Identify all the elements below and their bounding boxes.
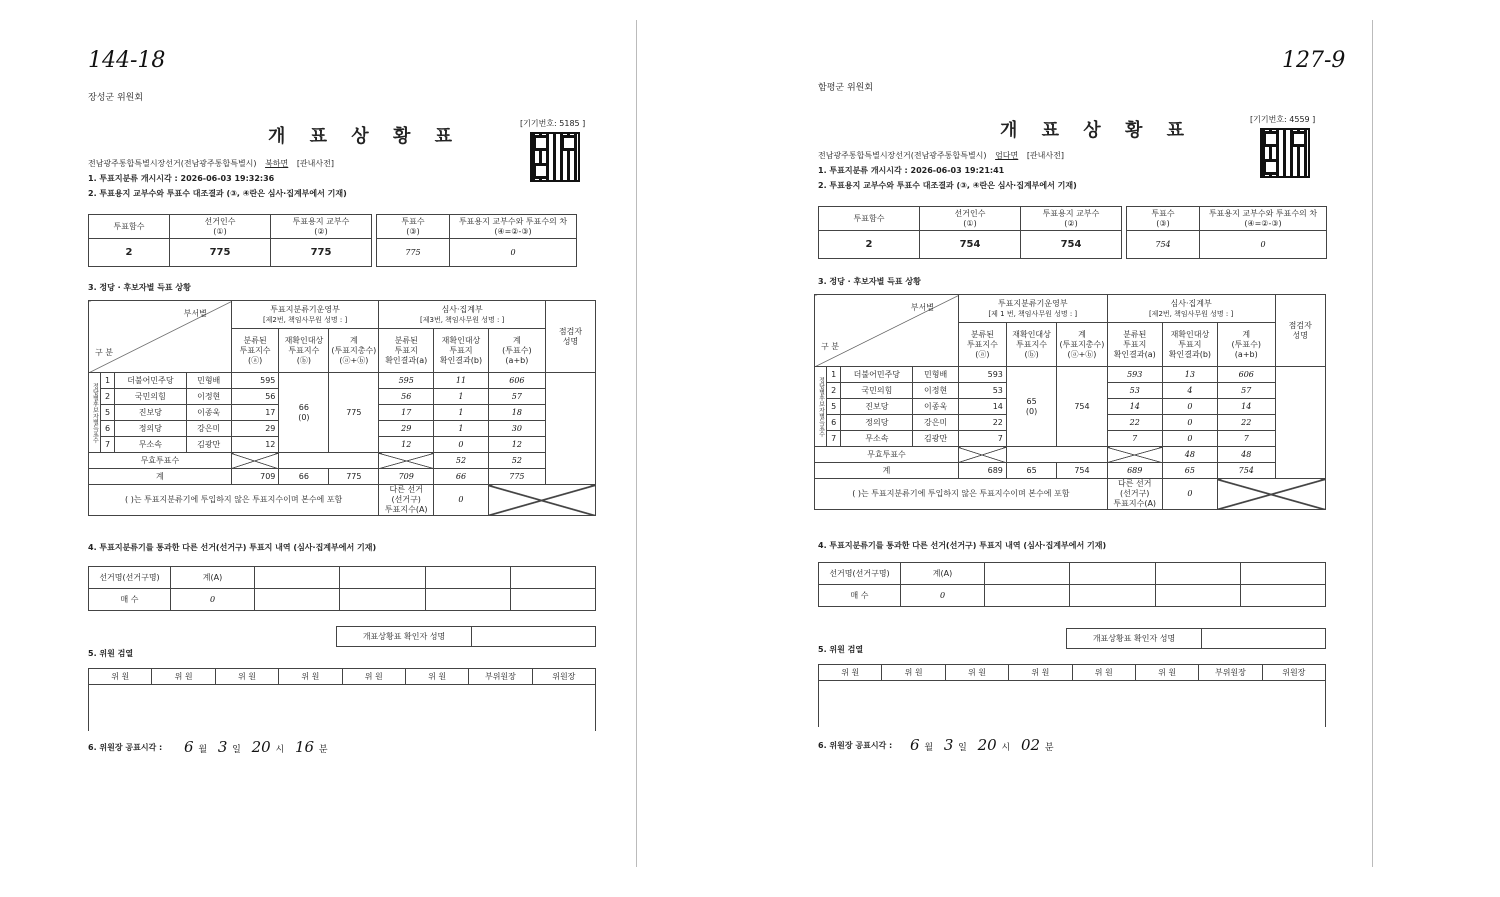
invalid-label: 무효투표수 [815, 447, 959, 463]
crossed-cell [379, 453, 434, 469]
summary-value: 2 [89, 239, 170, 267]
member-header: 위원장 [532, 669, 595, 685]
review-total: 18 [488, 405, 545, 421]
election-line [88, 158, 334, 169]
sub-header: 계 (투표수) (a+b) [488, 329, 545, 373]
candidate-number: 5 [826, 399, 840, 415]
announce-month: 6 [910, 736, 920, 754]
election-name: 전남광주통합특별시장선거(전남광주통합특별시) [818, 151, 987, 160]
announce-hour-unit: 시 [1001, 743, 1011, 753]
member-sign-cell [215, 685, 278, 731]
other-election-value: 0 [1162, 479, 1217, 510]
review-total: 14 [1217, 399, 1275, 415]
summary-header: 선거인수 (①) [920, 207, 1021, 231]
candidate-name: 이종욱 [186, 405, 231, 421]
announce-day: 3 [943, 736, 954, 754]
section-6-heading: 6. 위원장 공표시각 : [818, 741, 893, 750]
confirmer-sign-label: 개표상황표 확인자 성명 [337, 627, 472, 647]
crossed-cell [1107, 447, 1162, 463]
crossed-cell [488, 485, 595, 516]
checker-sign-cell [545, 373, 595, 485]
candidate-name: 민형배 [186, 373, 231, 389]
confirmer-sign-table [336, 626, 596, 647]
announce-month-unit: 월 [924, 743, 934, 753]
announce-time [910, 736, 1054, 754]
candidate-row [89, 373, 596, 389]
review-recheck: 1 [434, 405, 489, 421]
form-title: 개 표 상 황 표 [1000, 120, 1194, 141]
total-review-recheck: 66 [434, 469, 489, 485]
checker-sign-cell [1275, 367, 1325, 479]
classifier-total: 754 [1057, 367, 1107, 447]
candidate-number: 1 [826, 367, 840, 383]
total-review-all: 754 [1217, 463, 1275, 479]
candidate-name: 김광만 [186, 437, 231, 453]
member-sign-cell [945, 681, 1008, 727]
other-election-value: 0 [434, 485, 489, 516]
total-review-all: 775 [488, 469, 545, 485]
tally-sheet-left [0, 0, 640, 897]
candidate-name: 김광만 [913, 431, 959, 447]
review-total: 57 [1217, 383, 1275, 399]
invalid-total: 52 [488, 453, 545, 469]
side-label: 정당별후보자별득표수 [815, 367, 827, 447]
announce-month-unit: 월 [198, 745, 208, 755]
total-all: 775 [329, 469, 379, 485]
member-header: 부위원장 [1199, 665, 1262, 681]
summary-value: 775 [271, 239, 372, 267]
compare-line: 2. 투표용지 교부수와 투표수 대조결과 (③, ④란은 심사·집계부에서 기재) [88, 189, 347, 198]
note: ( )는 투표지분류기에 투입하지 않은 투표지수이며 본수에 포함 [89, 485, 379, 516]
count-value: 0 [901, 585, 985, 607]
sum-label: 계(A) [901, 563, 985, 585]
candidate-name: 이정현 [913, 383, 959, 399]
total-recheck: 66 [279, 469, 329, 485]
member-sign-cell [405, 685, 468, 731]
review-recheck: 4 [1162, 383, 1217, 399]
candidate-number: 1 [100, 373, 114, 389]
crossed-cell [958, 447, 1006, 463]
dept-label: 부서별 [183, 309, 207, 318]
sub-header: 재확인대상 투표지수 (ⓑ) [1006, 323, 1056, 367]
count-value: 0 [171, 589, 255, 611]
party-name: 더불어민주당 [841, 367, 913, 383]
review-sub: [제3번, 책임사무원 성명 : ] [420, 315, 505, 324]
invalid-recheck: 48 [1162, 447, 1217, 463]
dept-label: 부서별 [910, 303, 934, 312]
announce-minute-unit: 분 [1044, 743, 1054, 753]
review-title: 심사·집계부 [441, 304, 483, 314]
party-name: 진보당 [115, 405, 186, 421]
total-classified: 689 [958, 463, 1006, 479]
summary-value: 2 [819, 231, 920, 259]
review-recheck: 1 [434, 389, 489, 405]
sub-header: 분류된 투표지 확인결과(a) [379, 329, 434, 373]
candidate-number: 2 [100, 389, 114, 405]
classified-count: 7 [958, 431, 1006, 447]
classifier-dept-header [958, 295, 1107, 323]
tally-sheet-right [760, 0, 1500, 897]
review-total: 606 [1217, 367, 1275, 383]
crossed-cell [1217, 479, 1325, 510]
candidate-name: 이정현 [186, 389, 231, 405]
member-sign-cell [342, 685, 405, 731]
start-time-line: 1. 투표지분류 개시시각 : 2026-06-03 19:21:41 [818, 166, 1005, 175]
member-header: 위 원 [1009, 665, 1072, 681]
classified-count: 56 [231, 389, 279, 405]
vote-table [814, 294, 1326, 510]
start-time-line: 1. 투표지분류 개시시각 : 2026-06-03 19:32:36 [88, 174, 275, 183]
member-header: 위 원 [342, 669, 405, 685]
confirmer-sign-field [1202, 629, 1326, 649]
member-grid [88, 668, 596, 731]
device-number: [기기번호: 4559 ] [1250, 115, 1316, 124]
review-total: 57 [488, 389, 545, 405]
summary-header: 투표함수 [819, 207, 920, 231]
member-header: 위 원 [882, 665, 945, 681]
district-name: 엄다면 [995, 151, 1019, 160]
district-tag: [관내사전] [1026, 151, 1064, 160]
total-classified: 709 [231, 469, 279, 485]
review-classified: 29 [379, 421, 434, 437]
review-sub: [제2번, 책임사무원 성명 : ] [1148, 309, 1234, 318]
committee-name: 함평군 위원회 [818, 83, 874, 93]
party-name: 더불어민주당 [115, 373, 186, 389]
confirmer-sign-table [1066, 628, 1326, 649]
summary-value: 754 [920, 231, 1021, 259]
review-recheck: 0 [1162, 431, 1217, 447]
other-election-grid [818, 562, 1326, 607]
member-sign-cell [1199, 681, 1262, 727]
summary-header: 투표용지 교부수와 투표수의 차 (④=②-③) [450, 215, 577, 239]
review-recheck: 0 [434, 437, 489, 453]
sub-header: 재확인대상 투표지 확인결과(b) [1162, 323, 1217, 367]
candidate-number: 6 [826, 415, 840, 431]
total-review-recheck: 65 [1162, 463, 1217, 479]
section-4-heading: 4. 투표지분류기를 통과한 다른 선거(선거구) 투표지 내역 (심사·집계부에서 기재) [818, 541, 1107, 550]
sum-label: 계(A) [171, 567, 255, 589]
review-classified: 22 [1107, 415, 1162, 431]
classifier-dept-header [231, 301, 379, 329]
classified-count: 22 [958, 415, 1006, 431]
member-header: 위 원 [215, 669, 278, 685]
vote-table [88, 300, 596, 516]
party-name: 국민의힘 [841, 383, 913, 399]
invalid-label: 무효투표수 [89, 453, 232, 469]
summary-left [818, 206, 1122, 259]
announce-minute: 16 [294, 738, 315, 756]
member-sign-cell [1262, 681, 1325, 727]
candidate-number: 2 [826, 383, 840, 399]
gubun-label: 구 분 [821, 342, 839, 351]
gubun-label: 구 분 [95, 348, 113, 357]
sub-header: 계 (투표지총수) (ⓐ+ⓑ) [329, 329, 379, 373]
election-name-label: 선거명(선거구명) [89, 567, 171, 589]
summary-right [1126, 206, 1327, 259]
election-line [818, 150, 1064, 161]
announce-hour: 20 [977, 736, 997, 754]
district-tag: [관내사전] [296, 159, 334, 168]
review-recheck: 0 [1162, 399, 1217, 415]
review-recheck: 11 [434, 373, 489, 389]
announce-time [184, 738, 328, 756]
confirmer-sign-field [472, 627, 596, 647]
sub-header: 분류된 투표지수 (ⓐ) [231, 329, 279, 373]
member-sign-cell [152, 685, 215, 731]
recheck-total: 66 (0) [279, 373, 329, 453]
sub-header: 계 (투표지총수) (ⓐ+ⓑ) [1057, 323, 1107, 367]
review-recheck: 0 [1162, 415, 1217, 431]
party-name: 국민의힘 [115, 389, 186, 405]
checker-header: 점검자 성명 [1275, 295, 1325, 367]
member-header: 위 원 [405, 669, 468, 685]
review-total: 12 [488, 437, 545, 453]
side-label: 정당별후보자별득표수 [89, 373, 101, 453]
party-name: 무소속 [841, 431, 913, 447]
summary-header: 투표용지 교부수 (②) [1021, 207, 1122, 231]
member-sign-cell [1072, 681, 1135, 727]
party-name: 정의당 [115, 421, 186, 437]
note: ( )는 투표지분류기에 투입하지 않은 투표지수이며 본수에 포함 [815, 479, 1108, 510]
announce-hour: 20 [251, 738, 271, 756]
party-name: 진보당 [841, 399, 913, 415]
candidate-number: 5 [100, 405, 114, 421]
candidate-name: 강은미 [913, 415, 959, 431]
member-grid [818, 664, 1326, 727]
summary-handwritten-value: 0 [1200, 231, 1327, 259]
sub-header: 재확인대상 투표지 확인결과(b) [434, 329, 489, 373]
sub-header: 분류된 투표지수 (ⓐ) [958, 323, 1006, 367]
candidate-name: 민형배 [913, 367, 959, 383]
member-header: 위 원 [152, 669, 215, 685]
crossed-cell [231, 453, 279, 469]
review-classified: 593 [1107, 367, 1162, 383]
compare-line: 2. 투표용지 교부수와 투표수 대조결과 (③, ④란은 심사·집계부에서 기재) [818, 181, 1077, 190]
classified-count: 14 [958, 399, 1006, 415]
announce-month: 6 [184, 738, 194, 756]
review-dept-header [1107, 295, 1275, 323]
member-sign-cell [819, 681, 882, 727]
announce-hour-unit: 시 [275, 745, 285, 755]
member-sign-cell [532, 685, 595, 731]
member-sign-cell [1135, 681, 1198, 727]
member-header: 위 원 [1135, 665, 1198, 681]
qr-code [530, 132, 580, 182]
classifier-total: 775 [329, 373, 379, 453]
count-label: 매 수 [819, 585, 901, 607]
total-label: 계 [815, 463, 959, 479]
classified-count: 595 [231, 373, 279, 389]
summary-header: 투표함수 [89, 215, 170, 239]
summary-header: 투표수 (③) [1127, 207, 1200, 231]
classified-count: 17 [231, 405, 279, 421]
section-4-heading: 4. 투표지분류기를 통과한 다른 선거(선거구) 투표지 내역 (심사·집계부에서 기재) [88, 543, 377, 552]
review-total: 22 [1217, 415, 1275, 431]
device-number: [기기번호: 5185 ] [520, 119, 586, 128]
summary-header: 선거인수 (①) [170, 215, 271, 239]
summary-value: 754 [1021, 231, 1122, 259]
member-header: 위 원 [279, 669, 342, 685]
classifier-title: 투표지분류기운영부 [270, 304, 340, 314]
review-total: 606 [488, 373, 545, 389]
review-title: 심사·집계부 [1170, 298, 1212, 308]
section-5-heading: 5. 위원 검열 [88, 649, 134, 658]
summary-handwritten-value: 775 [377, 239, 450, 267]
member-sign-cell [882, 681, 945, 727]
checker-header: 점검자 성명 [545, 301, 595, 373]
summary-header: 투표용지 교부수와 투표수의 차 (④=②-③) [1200, 207, 1327, 231]
member-sign-cell [1009, 681, 1072, 727]
announce-day: 3 [217, 738, 228, 756]
candidate-name: 강은미 [186, 421, 231, 437]
announce-day-unit: 일 [232, 745, 241, 755]
committee-name: 장성군 위원회 [88, 93, 144, 103]
election-name-label: 선거명(선거구명) [819, 563, 901, 585]
member-header: 위 원 [89, 669, 152, 685]
classified-count: 29 [231, 421, 279, 437]
review-recheck: 13 [1162, 367, 1217, 383]
review-classified: 12 [379, 437, 434, 453]
member-sign-cell [469, 685, 532, 731]
count-label: 매 수 [89, 589, 171, 611]
form-title: 개 표 상 황 표 [268, 126, 462, 147]
other-election-label: 다른 선거 (선거구) 투표지수(A) [379, 485, 434, 516]
classified-count: 593 [958, 367, 1006, 383]
summary-handwritten-value: 754 [1127, 231, 1200, 259]
member-header: 부위원장 [469, 669, 532, 685]
party-name: 정의당 [841, 415, 913, 431]
announce-minute: 02 [1020, 736, 1041, 754]
section-3-heading: 3. 정당 · 후보자별 득표 상황 [88, 283, 191, 292]
summary-right [376, 214, 577, 267]
party-name: 무소속 [115, 437, 186, 453]
classifier-sub: [제 1 번, 책임사무원 성명 : ] [988, 309, 1078, 318]
district-name: 북하면 [265, 159, 289, 168]
summary-header: 투표용지 교부수 (②) [271, 215, 372, 239]
review-classified: 56 [379, 389, 434, 405]
review-total: 30 [488, 421, 545, 437]
other-election-grid [88, 566, 596, 611]
classifier-title: 투표지분류기운영부 [998, 298, 1068, 308]
total-label: 계 [89, 469, 232, 485]
sub-header: 계 (투표수) (a+b) [1217, 323, 1275, 367]
candidate-name: 이종욱 [913, 399, 959, 415]
section-3-heading: 3. 정당 · 후보자별 득표 상황 [818, 277, 921, 286]
invalid-total: 48 [1217, 447, 1275, 463]
review-classified: 595 [379, 373, 434, 389]
classified-count: 53 [958, 383, 1006, 399]
review-dept-header [379, 301, 546, 329]
review-recheck: 1 [434, 421, 489, 437]
member-header: 위 원 [819, 665, 882, 681]
invalid-recheck: 52 [434, 453, 489, 469]
other-election-label: 다른 선거 (선거구) 투표지수(A) [1107, 479, 1162, 510]
election-name: 전남광주통합특별시장선거(전남광주통합특별시) [88, 159, 257, 168]
summary-header: 투표수 (③) [377, 215, 450, 239]
sub-header: 분류된 투표지 확인결과(a) [1107, 323, 1162, 367]
candidate-number: 7 [100, 437, 114, 453]
member-sign-cell [279, 685, 342, 731]
handwritten-corner-mark: 127-9 [1282, 48, 1346, 73]
announce-minute-unit: 분 [318, 745, 328, 755]
announce-day-unit: 일 [958, 743, 967, 753]
summary-left [88, 214, 372, 267]
recheck-total: 65 (0) [1006, 367, 1056, 447]
review-classified: 17 [379, 405, 434, 421]
review-total: 7 [1217, 431, 1275, 447]
summary-handwritten-value: 0 [450, 239, 577, 267]
total-review-classified: 709 [379, 469, 434, 485]
handwritten-corner-mark: 144-18 [88, 48, 166, 73]
classified-count: 12 [231, 437, 279, 453]
qr-code [1260, 128, 1310, 178]
section-6-heading: 6. 위원장 공표시각 : [88, 743, 163, 752]
candidate-number: 7 [826, 431, 840, 447]
candidate-number: 6 [100, 421, 114, 437]
member-header: 위 원 [945, 665, 1008, 681]
confirmer-sign-label: 개표상황표 확인자 성명 [1067, 629, 1202, 649]
candidate-row [815, 367, 1326, 383]
total-recheck: 65 [1006, 463, 1056, 479]
review-classified: 14 [1107, 399, 1162, 415]
review-classified: 7 [1107, 431, 1162, 447]
summary-value: 775 [170, 239, 271, 267]
sub-header: 재확인대상 투표지수 (ⓑ) [279, 329, 329, 373]
member-sign-cell [89, 685, 152, 731]
total-review-classified: 689 [1107, 463, 1162, 479]
section-5-heading: 5. 위원 검열 [818, 645, 864, 654]
member-header: 위원장 [1262, 665, 1325, 681]
total-all: 754 [1057, 463, 1107, 479]
member-header: 위 원 [1072, 665, 1135, 681]
review-classified: 53 [1107, 383, 1162, 399]
classifier-sub: [제2번, 책임사무원 성명 : ] [262, 315, 348, 324]
